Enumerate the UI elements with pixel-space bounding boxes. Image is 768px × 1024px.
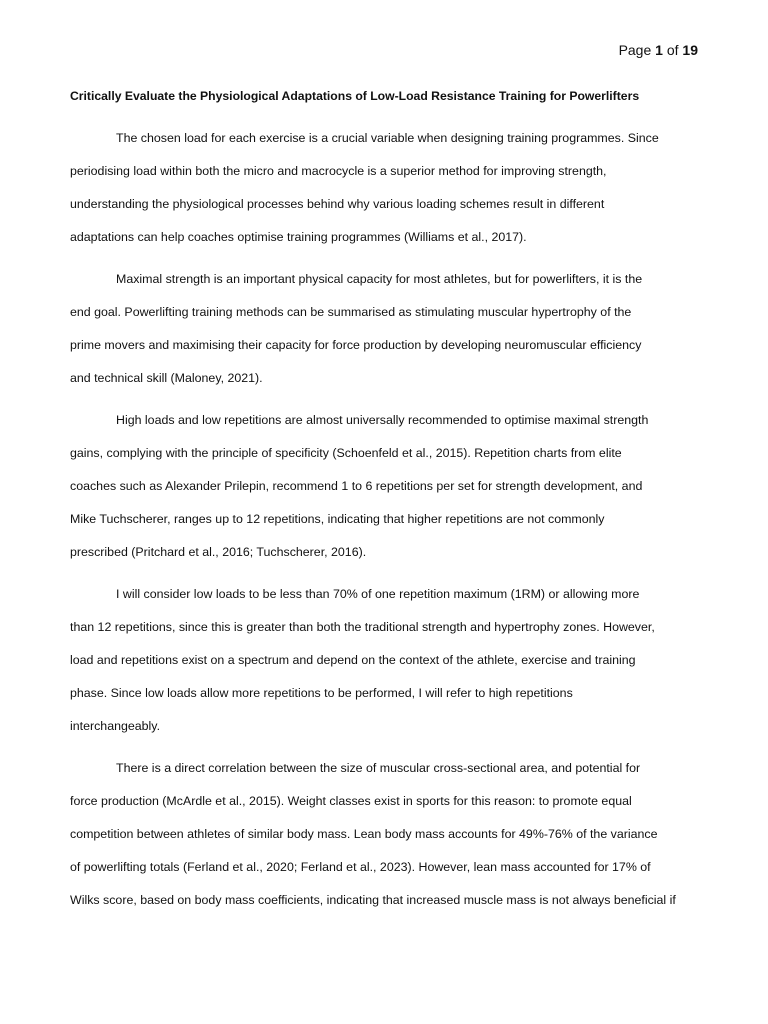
- paragraph-line: of powerlifting totals (Ferland et al., 2020; Ferland et al., 2023). However, lean mass accounted for 17% of: [70, 860, 651, 874]
- page-current: 1: [655, 42, 663, 58]
- paragraph-line: The chosen load for each exercise is a crucial variable when designing training programmes. Since: [116, 131, 659, 145]
- paragraph-line: interchangeably.: [70, 719, 161, 733]
- paragraph-line: and technical skill (Maloney, 2021).: [70, 371, 263, 385]
- paragraph-line: gains, complying with the principle of specificity (Schoenfeld et al., 2015). Repetition charts from elite: [70, 446, 622, 460]
- document-title: Critically Evaluate the Physiological Adaptations of Low-Load Resistance Training for Powerlifters: [70, 89, 640, 103]
- paragraph-line: Mike Tuchscherer, ranges up to 12 repetitions, indicating that higher repetitions are not commonly: [70, 512, 605, 526]
- paragraph-line: coaches such as Alexander Prilepin, recommend 1 to 6 repetitions per set for strength development, and: [70, 479, 643, 493]
- paragraph-line: end goal. Powerlifting training methods can be summarised as stimulating muscular hypertrophy of the: [70, 305, 632, 319]
- page-number: [619, 42, 698, 58]
- paragraph-line: than 12 repetitions, since this is greater than both the traditional strength and hypertrophy zones. However,: [70, 620, 655, 634]
- paragraph-line: prime movers and maximising their capacity for force production by developing neuromuscular efficiency: [70, 338, 642, 352]
- paragraph-line: I will consider low loads to be less than 70% of one repetition maximum (1RM) or allowing more: [116, 587, 640, 601]
- paragraph-line: Maximal strength is an important physical capacity for most athletes, but for powerlifters, it is the: [116, 272, 643, 286]
- paragraph-line: prescribed (Pritchard et al., 2016; Tuchscherer, 2016).: [70, 545, 367, 559]
- document-body: [70, 122, 700, 926]
- paragraph-line: phase. Since low loads allow more repetitions to be performed, I will refer to high repetitions: [70, 686, 573, 700]
- paragraph-line: There is a direct correlation between the size of muscular cross-sectional area, and potential for: [116, 761, 641, 775]
- paragraph-line: load and repetitions exist on a spectrum and depend on the context of the athlete, exercise and training: [70, 653, 636, 667]
- paragraph: [70, 752, 700, 917]
- paragraph-line: competition between athletes of similar body mass. Lean body mass accounts for 49%-76% of the variance: [70, 827, 658, 841]
- paragraph-line: understanding the physiological processes behind why various loading schemes result in different: [70, 197, 605, 211]
- paragraph-line: force production (McArdle et al., 2015). Weight classes exist in sports for this reason: to promote equal: [70, 794, 632, 808]
- page-total: 19: [682, 42, 698, 58]
- paragraph: [70, 404, 700, 569]
- paragraph-line: Wilks score, based on body mass coefficients, indicating that increased muscle mass is not always beneficial if: [70, 893, 676, 907]
- paragraph-line: periodising load within both the micro and macrocycle is a superior method for improving strength,: [70, 164, 607, 178]
- paragraph-line: High loads and low repetitions are almost universally recommended to optimise maximal strength: [116, 413, 649, 427]
- paragraph-line: adaptations can help coaches optimise training programmes (Williams et al., 2017).: [70, 230, 527, 244]
- paragraph: [70, 122, 700, 254]
- page-word: Page: [618, 42, 652, 58]
- page-of: of: [666, 42, 679, 58]
- paragraph: [70, 263, 700, 395]
- paragraph: [70, 578, 700, 743]
